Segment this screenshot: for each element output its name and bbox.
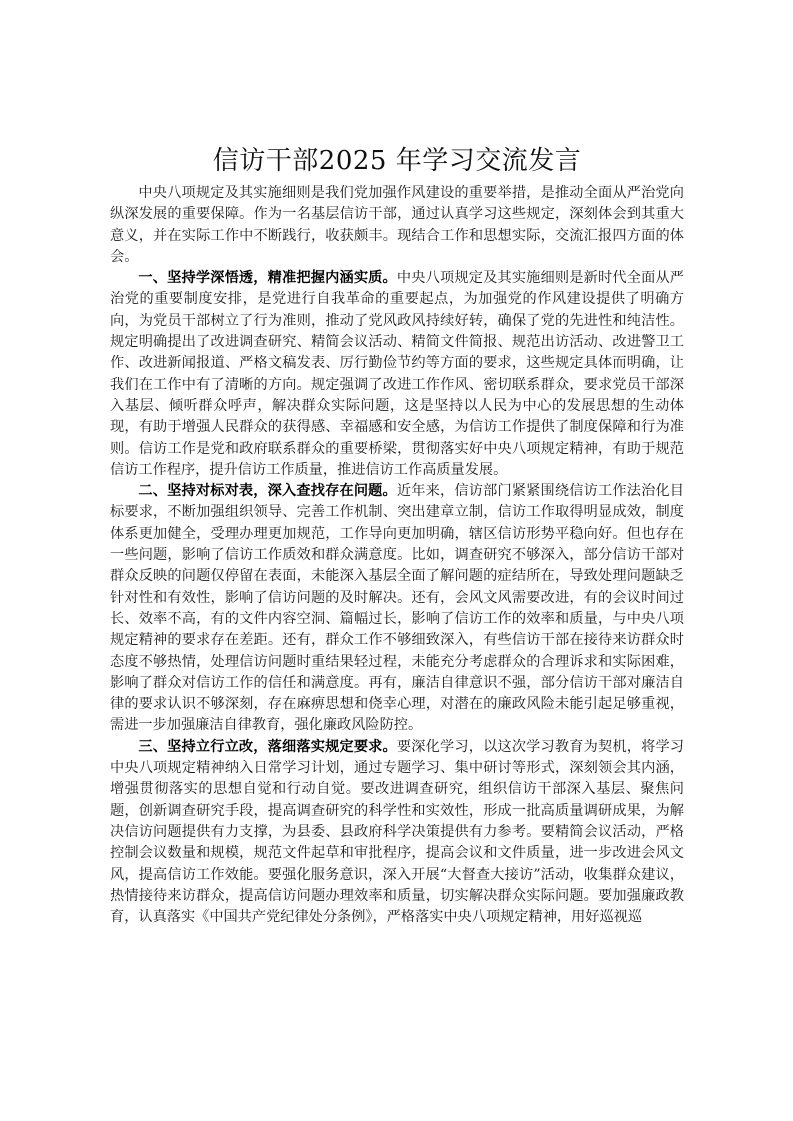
intro-paragraph: 中央八项规定及其实施细则是我们党加强作风建设的重要举措，是推动全面从严治党向纵深发展的重要保障。作为一名基层信访干部，通过认真学习这些规定，深刻体会到其重大意义，并在实际工作中不断践行，收获颇丰。现结合工作和思想实际，交流汇报四方面的体会。	[110, 185, 684, 265]
section-3-body: 要深化学习，以这次学习教育为契机，将学习中央八项规定精神纳入日常学习计划，通过专题学习、集中研讨等形式，深刻领会其内涵，增强贯彻落实的思想自觉和行动自觉。要改进调查研究，组织信访干部深入基层、聚焦问题，创新调查研究手段，提高调查研究的科学性和实效性，形成一批高质量调研成果，为解决信访问题提供有力支撑，为县委、县政府科学决策提供有力参考。要精简会议活动，严格控制会议数量和规模，规范文件起草和审批程序，提高会议和文件质量，进一步改进会风文风，提高信访工作效能。要强化服务意识，深入开展“大督查大接访”活动，收集群众建议，热情接待来访群众，提高信访问题办理效率和质量，切实解决群众实际问题。要加强廉政教育，认真落实《中国共产党纪律处分条例》，严格落实中央八项规定精神，用好巡视巡	[110, 738, 684, 926]
section-3-paragraph	[110, 737, 684, 929]
section-3-heading: 三、坚持立行立改，落细落实规定要求。	[138, 738, 397, 755]
document-body	[110, 145, 684, 928]
section-2-paragraph	[110, 481, 684, 737]
section-2-heading: 二、坚持对标对表，深入查找存在问题。	[138, 483, 397, 500]
document-title: 信访干部2025 年学习交流发言	[212, 146, 582, 176]
section-1-paragraph	[110, 268, 684, 481]
section-1-body: 中央八项规定及其实施细则是新时代全面从严治党的重要制度安排，是党进行自我革命的重要起点，为加强党的作风建设提供了明确方向，为党员干部树立了行为准则，推动了党风政风持续好转，确保了党的先进性和纯洁性。规定明确提出了改进调查研究、精简会议活动、精简文件简报、规范出访活动、改进警卫工作、改进新闻报道、严格文稿发表、厉行勤俭节约等方面的要求，这些规定具体而明确，让我们在工作中有了清晰的方向。规定强调了改进工作作风、密切联系群众，要求党员干部深入基层、倾听群众呼声，解决群众实际问题，这是坚持以人民为中心的发展思想的生动体现，有助于增强人民群众的获得感、幸福感和安全感，为信访工作提供了制度保障和行为准则。信访工作是党和政府联系群众的重要桥梁，贯彻落实好中央八项规定精神，有助于规范信访工作程序，提升信访工作质量，推进信访工作高质量发展。	[110, 270, 684, 478]
section-2-body: 近年来，信访部门紧紧围绕信访工作法治化目标要求，不断加强组织领导、完善工作机制、突出建章立制，信访工作取得明显成效，制度体系更加健全，受理办理更加规范，工作导向更加明确，辖区信访形势平稳向好。但也存在一些问题，影响了信访工作质效和群众满意度。比如，调查研究不够深入，部分信访干部对群众反映的问题仅停留在表面，未能深入基层全面了解问题的症结所在，导致处理问题缺乏针对性和有效性，影响了信访问题的及时解决。还有，会风文风需要改进，有的会议时间过长、效率不高，有的文件内容空洞、篇幅过长，影响了信访工作的效率和质量，与中央八项规定精神的要求存在差距。还有，群众工作不够细致深入，有些信访干部在接待来访群众时态度不够热情，处理信访问题时重结果轻过程，未能充分考虑群众的合理诉求和实际困难，影响了群众对信访工作的信任和满意度。再有，廉洁自律意识不强，部分信访干部对廉洁自律的要求认识不够深刻，存在麻痹思想和侥幸心理，对潜在的廉政风险未能引起足够重视，需进一步加强廉洁自律教育，强化廉政风险防控。	[110, 483, 684, 734]
section-1-heading: 一、坚持学深悟透，精准把握内涵实质。	[138, 270, 397, 287]
